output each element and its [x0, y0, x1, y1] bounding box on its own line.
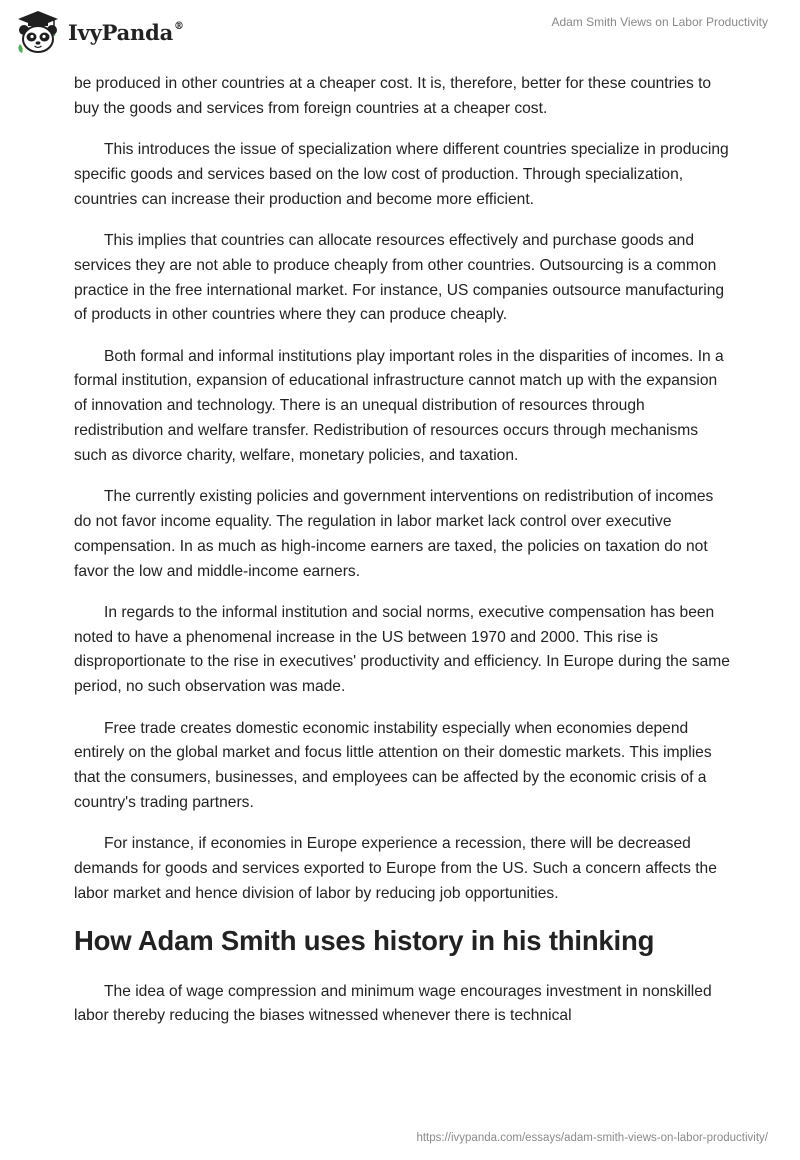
paragraph-institutions: Both formal and informal institutions play important roles in the disparities of incomes. In a formal institution, expansion of educational infrastructure cannot match up with the expansion of innovation and technology. There is an unequal distribution of resources through redistribution and welfare transfer. Redistribution of resources occurs through mechanisms such as divorce charity, welfare, monetary policies, and taxation. [74, 347, 724, 464]
paragraph-policies: The currently existing policies and government interventions on redistribution of incomes do not favor income equality. The regulation in labor market lack control over executive compensation. In as much as high-income earners are taxed, the policies on taxation do not favor the low and middle-income earners. [74, 488, 714, 580]
source-url[interactable]: https://ivypanda.com/essays/adam-smith-views-on-labor-productivity/ [416, 1132, 768, 1144]
paragraph-specialization: This introduces the issue of specialization where different countries specialize in producing specific goods and services based on the low cost of production. Through specialization, countries can increase their production and become more efficient. [74, 141, 729, 208]
document-title: Adam Smith Views on Labor Productivity [551, 15, 768, 29]
logo-text: IvyPanda [68, 19, 174, 45]
logo-wordmark [68, 20, 184, 45]
paragraph-outsourcing: This implies that countries can allocate resources effectively and purchase goods and services they are not able to produce cheaply from other countries. Outsourcing is a common practice in the free international market. For instance, US companies outsource manufacturing of products in other countries where they can produce cheaply. [74, 231, 725, 324]
section-heading: How Adam Smith uses history in his thinking [74, 924, 655, 956]
paragraph-continued: be produced in other countries at a cheaper cost. It is, therefore, better for these countries to buy the goods and services from foreign countries at a cheaper cost. [74, 75, 712, 117]
paragraph-executive-compensation: In regards to the informal institution and social norms, executive compensation has been noted to have a phenomenal increase in the US between 1970 and 2000. This rise is disproportionate to the rise in executives' productivity and efficiency. In Europe during the same period, no such observation was made. [74, 603, 730, 696]
essay-body [74, 72, 734, 1046]
paragraph-wage-compression: The idea of wage compression and minimum wage encourages investment in nonskilled labor thereby reducing the biases witnessed whenever there is technical [74, 982, 712, 1025]
paragraph-recession: For instance, if economies in Europe experience a recession, there will be decreased demands for goods and services exported to Europe from the US. Such a concern affects the labor market and hence division of labor by reducing job opportunities. [74, 835, 717, 902]
page-header [0, 0, 800, 70]
panda-graduate-icon [14, 8, 62, 56]
registered-mark: ® [174, 20, 184, 32]
paragraph-free-trade: Free trade creates domestic economic instability especially when economies depend entirely on the global market and focus little attention on their domestic markets. This implies that the consumers, businesses, and employees can be affected by the economic crisis of a country's trading partners. [74, 719, 712, 811]
ivypanda-logo[interactable] [14, 8, 184, 56]
